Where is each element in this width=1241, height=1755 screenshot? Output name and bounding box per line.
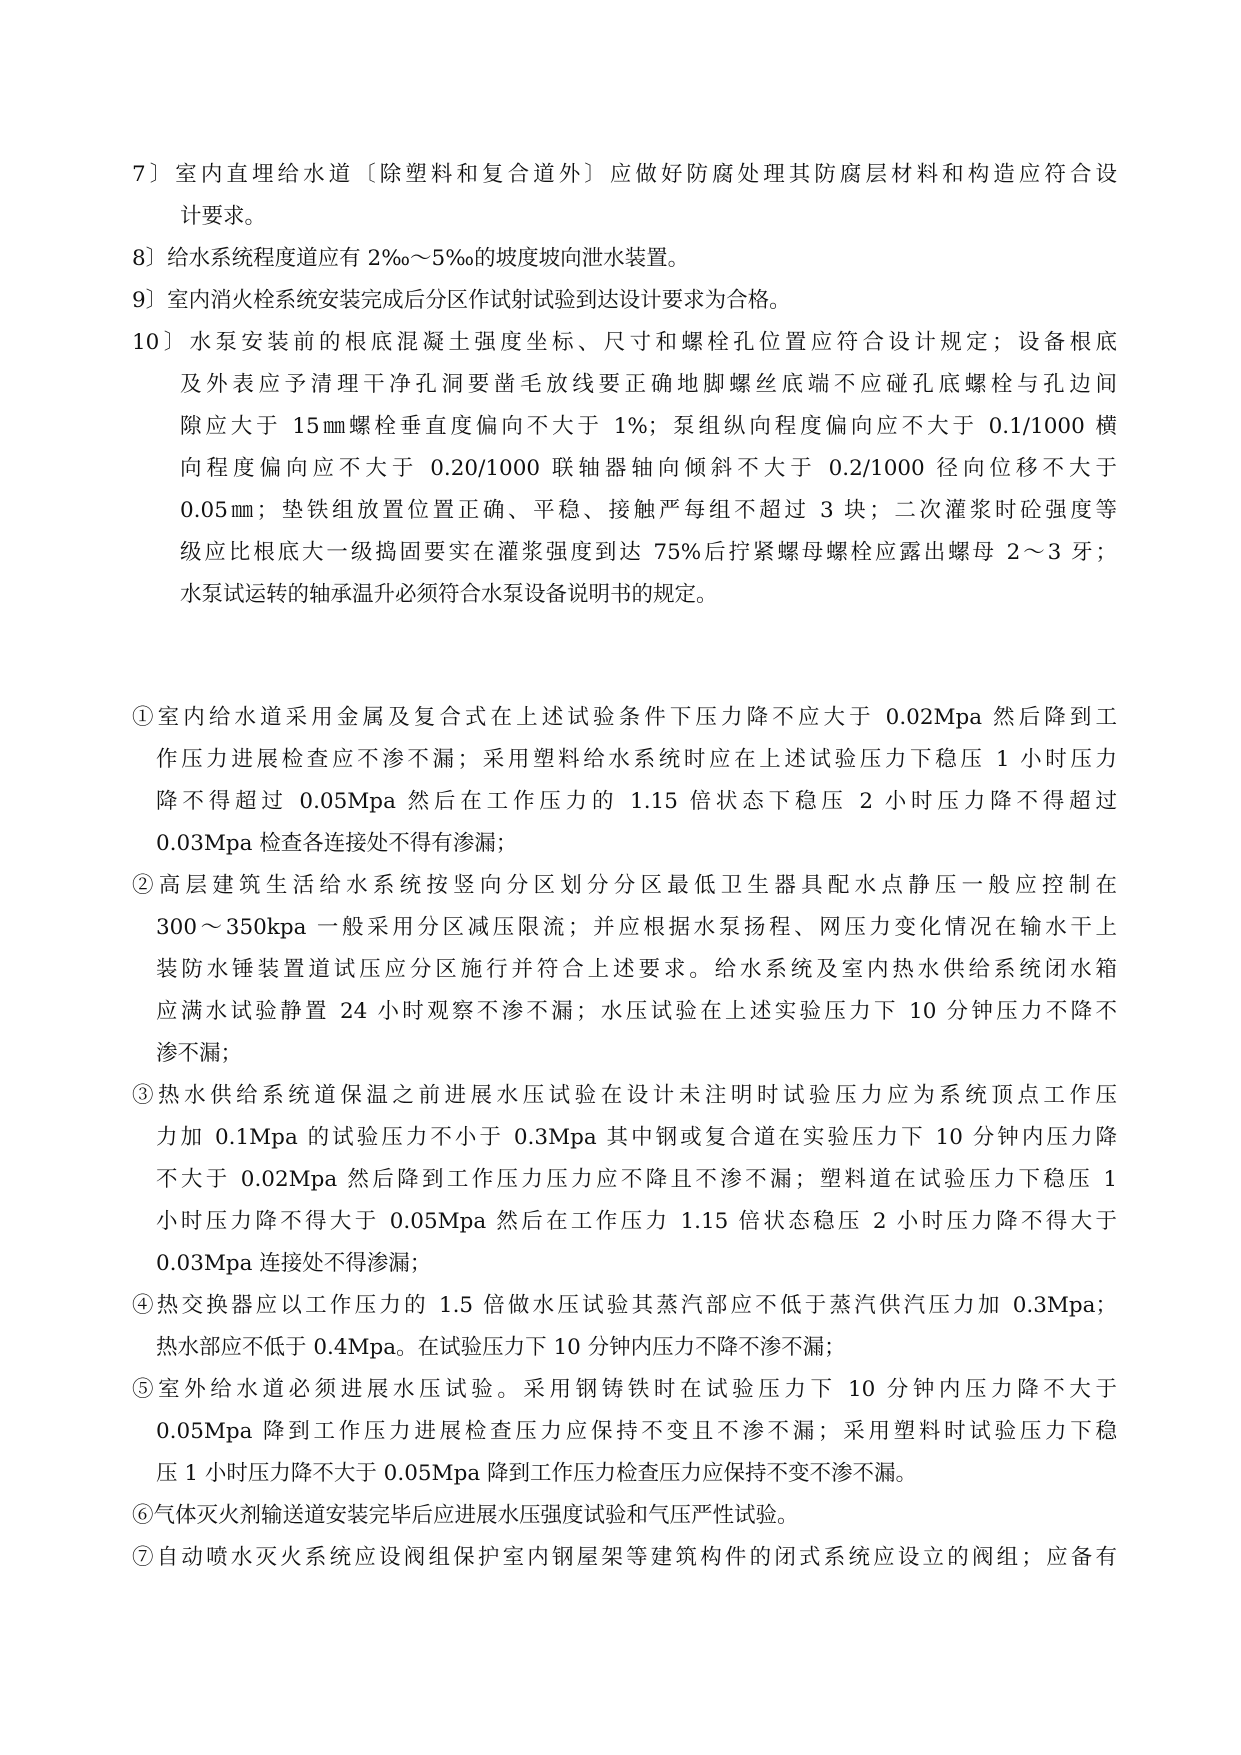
text-line: ⑤室外给水道必须进展水压试验。采用钢铸铁时在试验压力下 10 分钟内压力降不大于 [132,1377,1117,1402]
text-line: 热水部应不低于 0.4Mpa。在试验压力下 10 分钟内压力不降不渗不漏； [156,1335,846,1360]
paragraph-circle-7 [132,1537,1117,1579]
paragraph-circle-3 [132,1075,1117,1285]
text-line: 作压力进展检查应不渗不漏；采用塑料给水系统时应在上述试验压力下稳压 1 小时压力 [156,747,1117,772]
text-line: 0.05㎜；垫铁组放置位置正确、平稳、接触严每组不超过 3 块；二次灌浆时砼强度等 [180,498,1117,523]
text-line: 计要求。 [180,204,267,229]
text-line: 级应比根底大一级捣固要实在灌浆强度到达 75%后拧紧螺母螺栓应露出螺母 2～3 牙； [180,540,1117,565]
text-line: 压 1 小时压力降不大于 0.05Mpa 降到工作压力检查压力应保持不变不渗不漏。 [156,1461,917,1486]
paragraph-item-8 [132,238,1117,280]
paragraph-circle-1 [132,697,1117,865]
text-line: 力加 0.1Mpa 的试验压力不小于 0.3Mpa 其中钢或复合道在实验压力下 10 分钟内压力降 [156,1125,1117,1150]
text-line: ⑥气体灭火剂输送道安装完毕后应进展水压强度试验和气压严性试验。 [132,1503,799,1528]
text-line: ⑦自动喷水灭火系统应设阀组保护室内钢屋架等建筑构件的闭式系统应设立的阀组；应备有 [132,1545,1117,1570]
text-line: ②高层建筑生活给水系统按竖向分区划分分区最低卫生器具配水点静压一般应控制在 [132,873,1117,898]
text-line: 向程度偏向应不大于 0.20/1000 联轴器轴向倾斜不大于 0.2/1000 径向位移不大于 [180,456,1117,481]
text-line: 水泵试运转的轴承温升必须符合水泵设备说明书的规定。 [180,582,718,607]
text-line: 0.03Mpa 连接处不得渗漏； [156,1251,432,1276]
paragraph-item-10 [132,322,1117,616]
text-line: 9〕室内消火栓系统安装完成后分区作试射试验到达设计要求为合格。 [132,288,791,313]
paragraph-circle-4 [132,1285,1117,1369]
paragraph-circle-5 [132,1369,1117,1495]
text-line: 不大于 0.02Mpa 然后降到工作压力压力应不降且不渗不漏；塑料道在试验压力下稳压 1 [156,1167,1117,1192]
text-line: 隙应大于 15㎜螺栓垂直度偏向不大于 1%；泵组纵向程度偏向应不大于 0.1/1000 横 [180,414,1117,439]
text-line: 0.03Mpa 检查各连接处不得有渗漏； [156,831,518,856]
paragraph-item-7 [132,154,1117,238]
text-line: ①室内给水道采用金属及复合式在上述试验条件下压力降不应大于 0.02Mpa 然后降到工 [132,705,1117,730]
text-line: 0.05Mpa 降到工作压力进展检查压力应保持不变且不渗不漏；采用塑料时试验压力下稳 [156,1419,1117,1444]
text-line: 小时压力降不得大于 0.05Mpa 然后在工作压力 1.15 倍状态稳压 2 小时压力降不得大于 [156,1209,1117,1234]
paragraph-circle-2 [132,865,1117,1075]
text-line: 应满水试验静置 24 小时观察不渗不漏；水压试验在上述实验压力下 10 分钟压力不降不 [156,999,1117,1024]
text-line: ④热交换器应以工作压力的 1.5 倍做水压试验其蒸汽部应不低于蒸汽供汽压力加 0.3Mpa； [132,1293,1117,1318]
paragraph-item-9 [132,280,1117,322]
text-line: ③热水供给系统道保温之前进展水压试验在设计未注明时试验压力应为系统顶点工作压 [132,1083,1117,1108]
text-line: 10〕水泵安装前的根底混凝土强度坐标、尺寸和螺栓孔位置应符合设计规定；设备根底 [132,330,1117,355]
text-line: 装防水锤装置道试压应分区施行并符合上述要求。给水系统及室内热水供给系统闭水箱 [156,957,1117,982]
text-line: 8〕给水系统程度道应有 2‰～5‰的坡度坡向泄水装置。 [132,246,690,271]
text-line: 7〕室内直埋给水道〔除塑料和复合道外〕应做好防腐处理其防腐层材料和构造应符合设 [132,162,1117,187]
text-line: 300～350kpa 一般采用分区减压限流；并应根据水泵扬程、网压力变化情况在输水干上 [156,915,1117,940]
text-line: 降不得超过 0.05Mpa 然后在工作压力的 1.15 倍状态下稳压 2 小时压力降不得超过 [156,789,1117,814]
text-line: 及外表应予清理干净孔洞要凿毛放线要正确地脚螺丝底端不应碰孔底螺栓与孔边间 [180,372,1117,397]
paragraph-circle-6 [132,1495,1117,1537]
text-line: 渗不漏； [156,1041,243,1066]
